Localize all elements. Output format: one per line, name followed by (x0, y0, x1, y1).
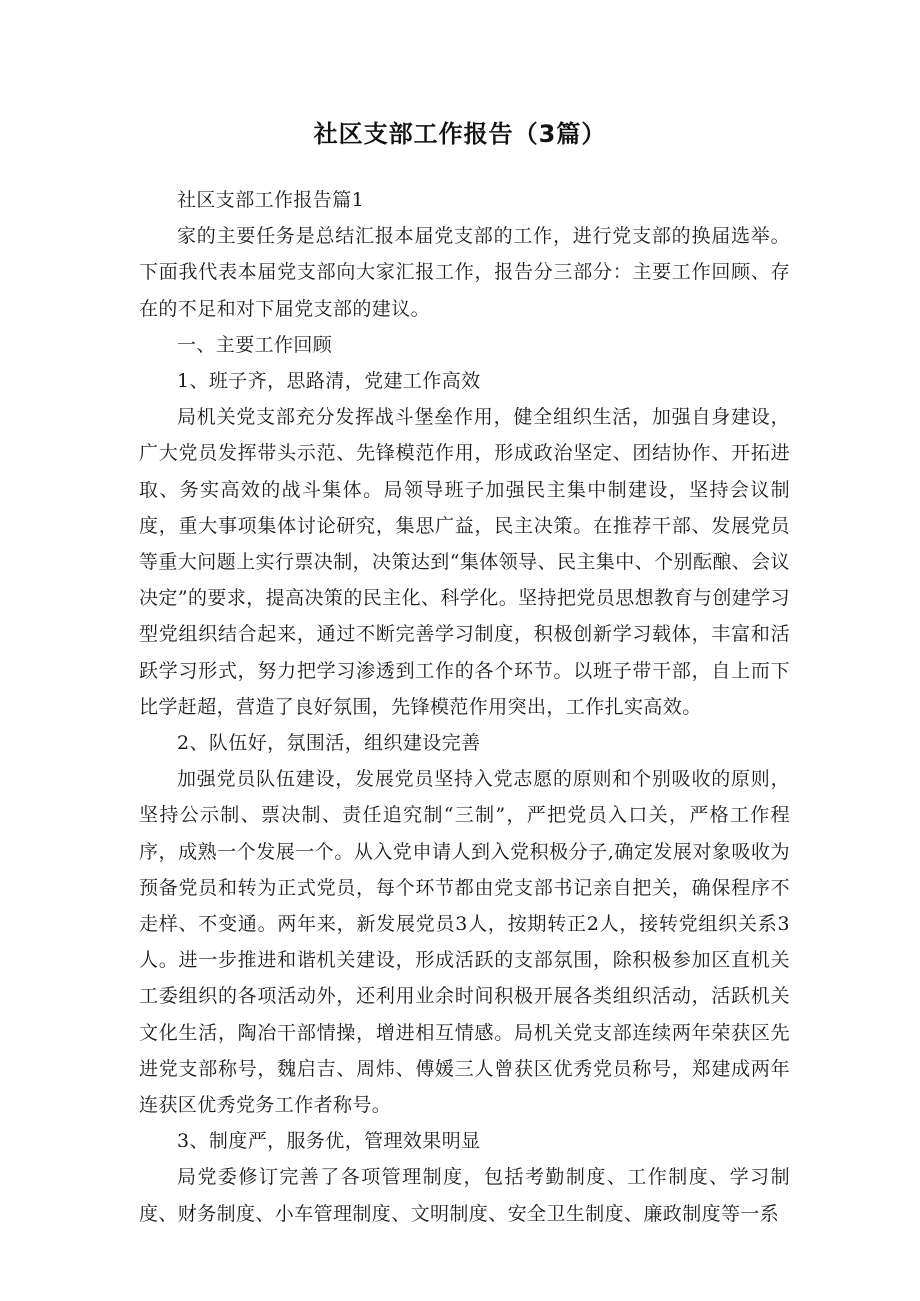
document-title: 社区支部工作报告（3篇） (313, 120, 607, 148)
document-body (139, 182, 790, 1232)
body-paragraph: 局党委修订完善了各项管理制度，包括考勤制度、工作制度、学习制度、财务制度、小车管理制度、文明制度、安全卫生制度、廉政制度等一系 (139, 1166, 790, 1225)
body-paragraph: 局机关党支部充分发挥战斗堡垒作用，健全组织生活，加强自身建设，广大党员发挥带头示范、先锋模范作用，形成政治坚定、团结协作、开拓进取、务实高效的战斗集体。局领导班子加强民主集中制建设，坚持会议制度，重大事项集体讨论研究，集思广益，民主决策。在推荐干部、发展党员等重大问题上实行票决制，决策达到“集体领导、民主集中、个别酝酿、会议决定”的要求，提高决策的民主化、科学化。坚持把党员思想教育与创建学习型党组织结合起来，通过不断完善学习制度，积极创新学习载体，丰富和活跃学习形式，努力把学习渗透到工作的各个环节。以班子带干部，自上而下比学赶超，营造了良好氛围，先锋模范作用突出，工作扎实高效。 (139, 406, 790, 718)
subsection-heading: 1、班子齐，思路清，党建工作高效 (177, 370, 481, 393)
section-heading: 社区支部工作报告篇1 (177, 189, 365, 211)
subsection-heading: 2、队伍好，氛围活，组织建设完善 (177, 732, 481, 755)
body-paragraph: 加强党员队伍建设，发展党员坚持入党志愿的原则和个别吸收的原则，坚持公示制、票决制、责任追究制“三制”，严把党员入口关，严格工作程序，成熟一个发展一个。从入党申请人到入党积极分子,确定发展对象吸收为预备党员和转为正式党员，每个环节都由党支部书记亲自把关，确保程序不走样、不变通。两年来，新发展党员3人，按期转正2人，接转党组织关系3人。进一步推进和谐机关建设，形成活跃的支部氛围，除积极参加区直机关工委组织的各项活动外，还利用业余时间积极开展各类组织活动，活跃机关文化生活，陶冶干部情操，增进相互情感。局机关党支部连续两年荣获区先进党支部称号，魏启吉、周炜、傅媛三人曾获区优秀党员称号，郑建成两年连获区优秀党务工作者称号。 (139, 768, 790, 1117)
body-paragraph: 家的主要任务是总结汇报本届党支部的工作，进行党支部的换届选举。下面我代表本届党支部向大家汇报工作，报告分三部分：主要工作回顾、存在的不足和对下届党支部的建议。 (139, 225, 790, 320)
subsection-heading: 3、制度严，服务优，管理效果明显 (177, 1130, 481, 1153)
section-heading: 一、主要工作回顾 (177, 333, 333, 356)
